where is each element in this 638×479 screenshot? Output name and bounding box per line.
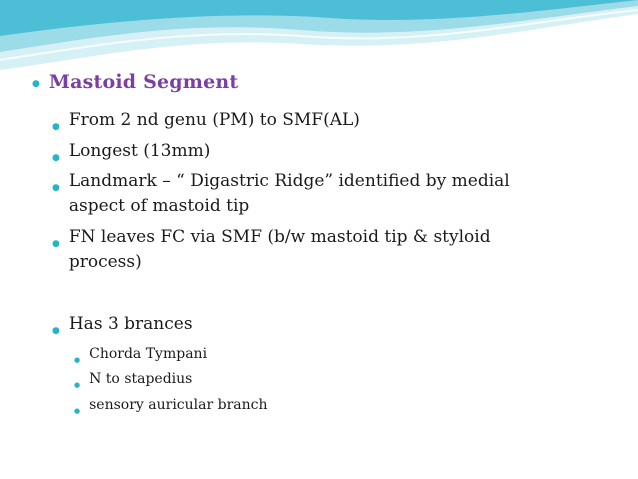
bullet-text: Landmark – “ Digastric Ridge” identified by medial aspect of mastoid tip bbox=[68, 171, 510, 216]
sub-bullet-point bbox=[74, 369, 192, 395]
filled-circle-bullet-icon: ● bbox=[52, 239, 60, 249]
filled-circle-bullet-icon: ● bbox=[74, 381, 81, 389]
bullet-point bbox=[52, 312, 552, 344]
bullet-point bbox=[52, 139, 552, 171]
filled-circle-bullet-icon: ● bbox=[74, 356, 81, 364]
sub-bullet-point bbox=[74, 344, 207, 370]
filled-circle-bullet-icon: ● bbox=[52, 326, 60, 336]
sub-bullet-text: Chorda Tympani bbox=[89, 346, 208, 362]
sub-bullet-text: sensory auricular branch bbox=[89, 397, 268, 413]
filled-circle-bullet-icon: ● bbox=[52, 183, 60, 193]
bullet-text: Longest (13mm) bbox=[68, 141, 211, 161]
bullet-point bbox=[52, 108, 552, 140]
filled-circle-bullet-icon: ● bbox=[74, 407, 81, 415]
bullet-text: FN leaves FC via SMF (b/w mastoid tip & styloid process) bbox=[68, 227, 491, 272]
heading-row bbox=[32, 71, 238, 93]
bullet-point bbox=[52, 225, 552, 275]
sub-bullet-text: N to stapedius bbox=[89, 371, 193, 387]
bullet-text: Has 3 brances bbox=[68, 314, 193, 334]
filled-circle-bullet-icon: ● bbox=[52, 122, 60, 132]
filled-circle-bullet-icon: ● bbox=[52, 153, 60, 163]
sub-bullet-point bbox=[74, 395, 268, 421]
bullet-text: From 2 nd genu (PM) to SMF(AL) bbox=[68, 110, 360, 130]
slide-heading: Mastoid Segment bbox=[48, 71, 239, 93]
filled-circle-bullet-icon: ● bbox=[32, 79, 40, 89]
bullet-point bbox=[52, 169, 552, 219]
